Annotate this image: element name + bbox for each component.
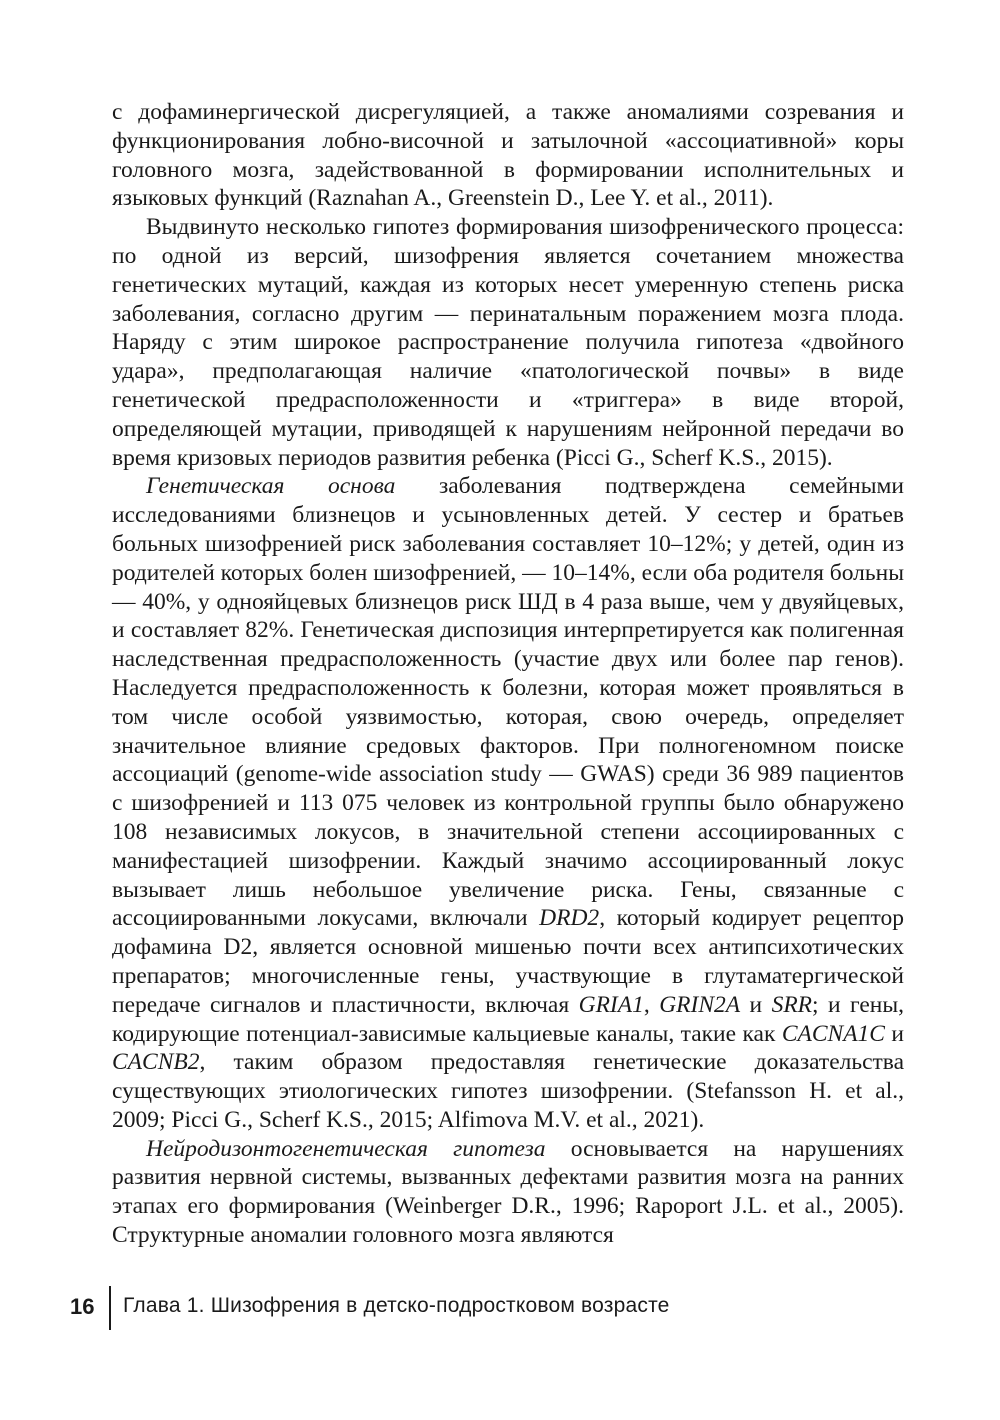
paragraph-4 (112, 1135, 904, 1250)
paragraph-text: , (643, 991, 660, 1018)
paragraph-text: , таким образом предоставляя генетические доказательства существующих этиологических гипотез шизофрении. (Stefansson H. et al., 2009; Picci G., Scherf K.S., 2015; Alfimova M.V. et al., 2021). (112, 1049, 904, 1133)
gene-name: CACNB2 (112, 1049, 200, 1076)
italic-term: Нейродизонтогенетическая гипотеза (146, 1135, 546, 1162)
paragraph-text: и (884, 1020, 904, 1047)
paragraph-2: Выдвинуто несколько гипотез формирования шизофренического процесса: по одной из версий, шизофрения является сочетанием множества генетических мутаций, каждая из которых несет умеренную степень риска заболевания, согласно другим — перинатальным поражением мозга плода. Наряду с этим широкое распространение получила гипотеза «двойного удара», предполагающая наличие «патологической почвы» в виде генетической предрасположенности и «триггера» в виде второй, определяющей мутации, приводящей к нарушениям нейронной передачи во время кризовых периодов развития ребенка (Picci G., Scherf K.S., 2015). (112, 214, 904, 471)
page-footer (0, 1286, 1000, 1330)
page-number: 16 (70, 1294, 95, 1319)
gene-name: GRIA1 (578, 991, 644, 1018)
gene-name: GRIN2A (659, 991, 741, 1018)
paragraph-3 (112, 472, 904, 1134)
paragraph-text: ; и гены, кодирующие потенциал-зависимые кальциевые каналы, такие как (112, 991, 905, 1047)
paragraph-text: и (740, 991, 772, 1018)
gene-name: CACNA1C (781, 1020, 885, 1047)
paragraph-text: основывается на нарушениях развития нервной системы, вызванных дефектами развития мозга на ранних этапах его формирования (Weinberger D.R., 1996; Rapoport J.L. et al., 2005). Структурные аномалии головного мозга являются (112, 1135, 904, 1249)
italic-term: Генетическая основа (146, 473, 396, 500)
body-text (112, 98, 904, 1250)
gene-name: SRR (771, 991, 813, 1018)
paragraph-text: , который кодирует рецептор дофамина D2, является основной мишенью почти всех антипсихотических препаратов; многочисленные гены, участвующие в глутаматергической передаче сигналов и пластичности, включая (112, 905, 904, 1018)
paragraph-text: заболевания подтверждена семейными исследованиями близнецов и усыновленных детей. У сестер и братьев больных шизофренией риск заболевания составляет 10–12%; у детей, один из родителей которых болен шизофренией, — 10–14%, если оба родителя больны — 40%, у однояйцевых близнецов риск ШД в 4 раза выше, чем у двуяйцевых, и составляет 82%. Генетическая диспозиция интерпретируется как полигенная наследственная предрасположенность (участие двух или более пар генов). Наследуется предрасположенность к болезни, которая может проявляться в том числе особой уязвимостью, которая, свою очередь, определяет значительное влияние средовых факторов. При полногеномном поиске ассоциаций (genome-wide association study — GWAS) среди 36 989 пациентов с шизофренией и 113 075 человек из контрольной группы было обнаружено 108 независимых локусов, в значительной степени ассоциированных с манифестацией шизофрении. Каждый значимо ассоциированный локус вызывает лишь небольшое увеличение риска. Гены, связанные с ассоциированными локусами, включали (112, 473, 904, 932)
running-head: Глава 1. Шизофрения в детско-подростковом возрасте (123, 1294, 670, 1317)
paragraph-1: с дофаминергической дисрегуляцией, а также аномалиями созревания и функционирования лобно-височной и затылочной «ассоциативной» коры головного мозга, задействованной в формировании исполнительных и языковых функций (Raznahan A., Greenstein D., Lee Y. et al., 2011). (112, 99, 904, 212)
gene-name: DRD2 (539, 905, 600, 932)
footer-divider (109, 1286, 111, 1330)
